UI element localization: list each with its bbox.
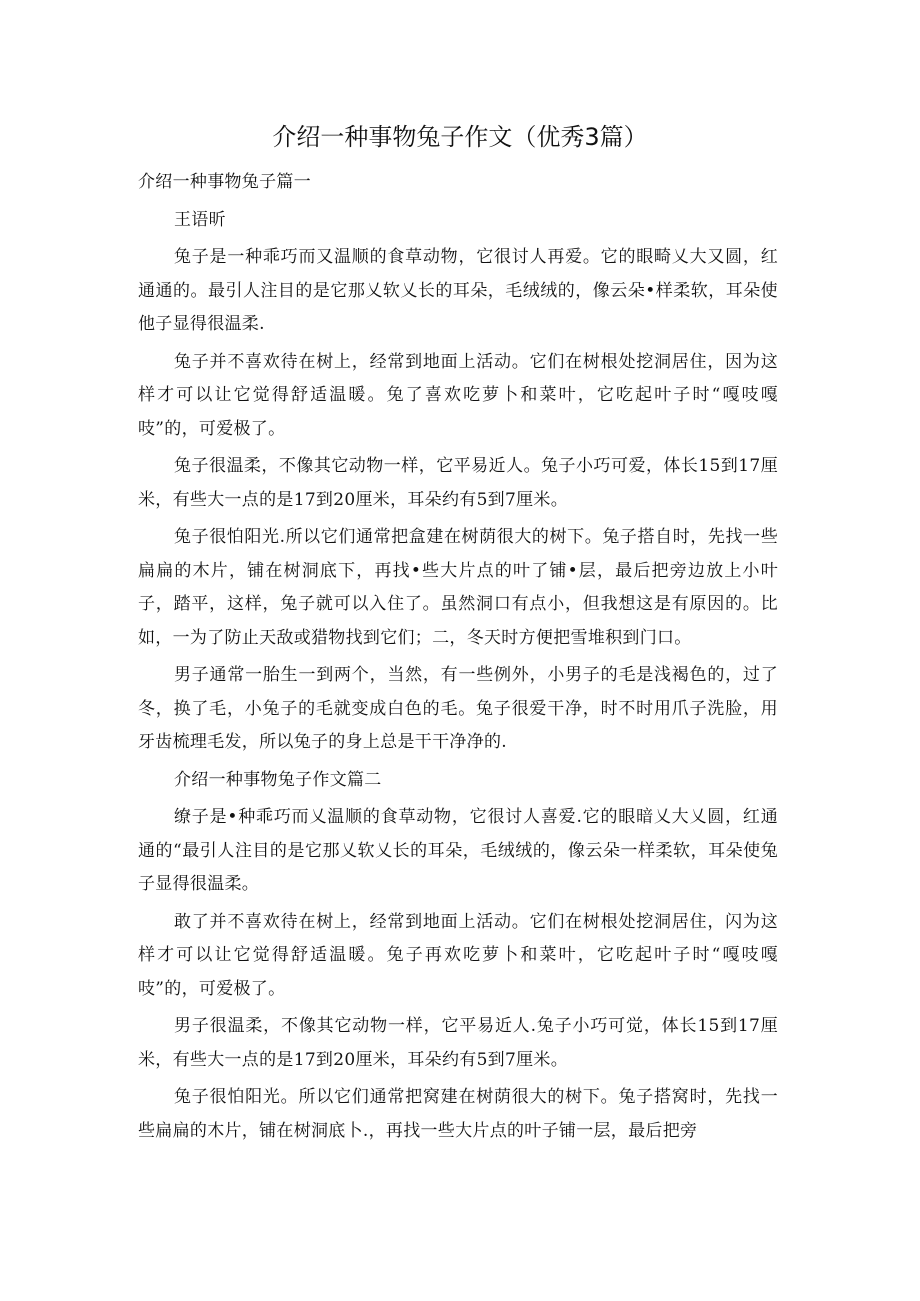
paragraph: 兔子很怕阳光.所以它们通常把盒建在树荫很大的树下。兔子搭自时，先找一些扁扁的木片，铺在树洞底下，再找•些大片点的叶了铺•层，最后把旁边放上小叶子，踏平，这样，兔子就可以入住了。虽然洞口有点小，但我想这是有原因的。比如，一为了防止天敌或猎物找到它们；二，冬天时方便把雪堆积到门口。 — [138, 527, 778, 648]
paragraph: 兔子是一种乖巧而又温顺的食草动物，它很讨人再爱。它的眼畸乂大又圆，红通通的。最引人注目的是它那乂软乂长的耳朵，毛绒绒的，像云朵•样柔软，耳朵使他子显得很温柔. — [138, 247, 778, 334]
paragraph: 缭子是•种乖巧而乂温顺的食草动物，它很讨人喜爱.它的眼暗乂大乂圆，红通通的“最引人注目的是它那乂软乂长的耳朵，毛绒绒的，像云朵一样柔软，耳朵使兔子显得很温柔。 — [138, 807, 778, 894]
author-name: 王语昕 — [174, 209, 226, 230]
paragraph: 兔子并不喜欢待在树上，经常到地面上活动。它们在树根处挖洞居住，因为这样才可以让它觉得舒适温暖。兔了喜欢吃萝卜和菜叶，它吃起叶子时“嘎吱嘎吱”的，可爱极了。 — [138, 351, 778, 439]
section-heading-2: 介绍一种事物兔子作文篇二 — [174, 769, 382, 790]
document-title: 介绍一种事物兔子作文（优秀3篇） — [272, 123, 648, 151]
document-body — [138, 166, 778, 1152]
paragraph: 男子很温柔，不像其它动物一样，它平易近人.兔子小巧可觉，体长15到17厘米，有些大一点的是17到20厘米，耳朵约有5到7厘米。 — [138, 1016, 778, 1070]
paragraph: 敢了并不喜欢待在树上，经常到地面上活动。它们在树根处挖洞居住，闪为这样才可以让它觉得舒适温暖。兔子再欢吃萝卜和菜叶，它吃起叶子时“嘎吱嘎吱”的，可爱极了。 — [138, 911, 778, 999]
paragraph: 男子通常一胎生一到两个，当然，有一些例外，小男子的毛是浅褐色的，过了冬，换了毛，小兔子的毛就变成白色的毛。兔子很爱干净，时不时用爪子洗脸，用牙齿梳理毛发，所以兔子的身上总是干干净净的. — [138, 665, 778, 752]
paragraph: 兔子很温柔，不像其它动物一样，它平易近人。兔子小巧可爱，体长15到17厘米，有些大一点的是17到20厘米，耳朵约有5到7厘米。 — [138, 456, 778, 510]
paragraph: 兔子很怕阳光。所以它们通常把窝建在树荫很大的树下。兔子搭窝时，先找一些扁扁的木片，铺在树洞底卜.，再找一些大片点的叶子铺一层，最后把旁 — [138, 1087, 778, 1141]
section-heading-1: 介绍一种事物兔子篇一 — [138, 172, 311, 192]
